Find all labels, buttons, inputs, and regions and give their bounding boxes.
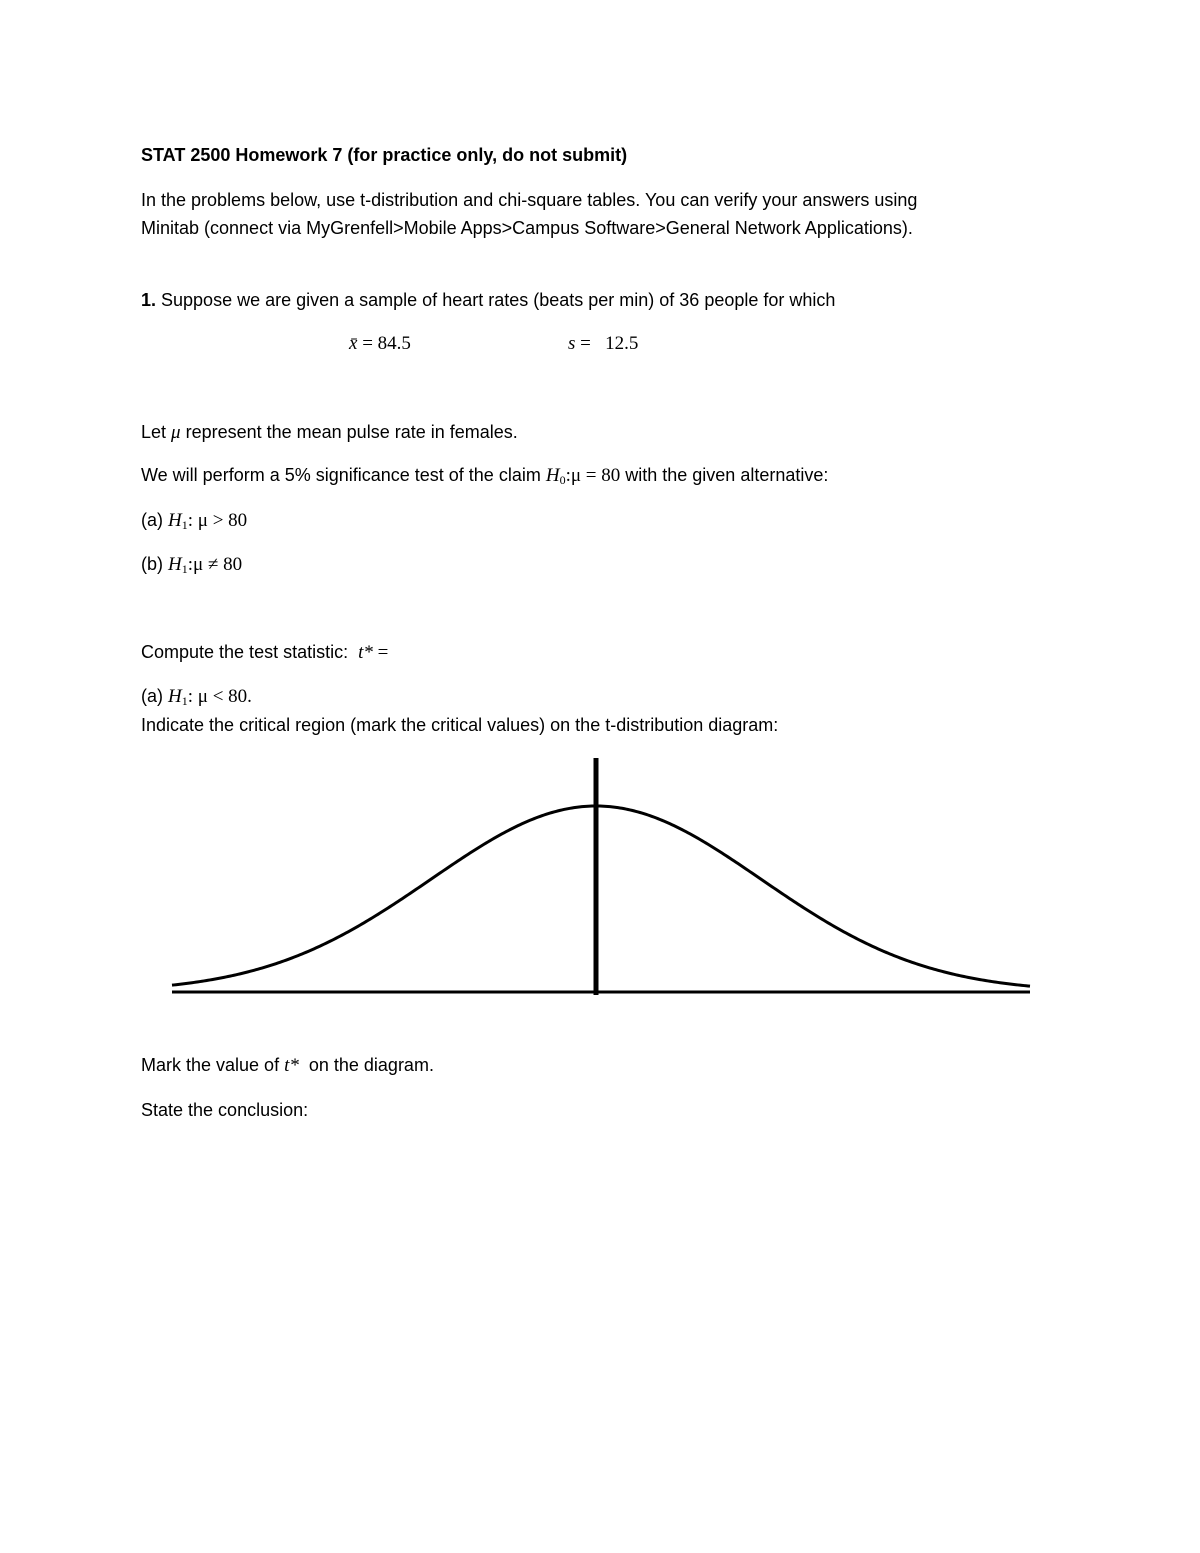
alt-b-sub: 1 — [181, 562, 188, 576]
alt-c-rest: : μ < 80. — [187, 686, 252, 707]
alt-a-rest: : μ > 80 — [187, 510, 248, 531]
bell-curve — [172, 806, 1030, 986]
compute-eq: = — [372, 642, 389, 663]
let-prefix: Let — [141, 422, 172, 442]
critical-region-instruction: Indicate the critical region (mark the critical values) on the t-distribution diagram: — [141, 715, 779, 735]
alt-c-label: (a) — [141, 686, 168, 706]
document-title: STAT 2500 Homework 7 (for practice only, do not submit) — [141, 145, 628, 165]
xbar-symbol: x̄ — [349, 333, 358, 354]
mu-symbol: μ — [171, 422, 181, 443]
intro-line-1: In the problems below, use t-distribution and chi-square tables. You can verify your answers using — [141, 190, 918, 210]
claim-suffix: with the given alternative: — [620, 465, 829, 485]
alt-c-letter: H — [168, 686, 182, 707]
h0-letter: H — [545, 465, 560, 486]
alt-c-sub: 1 — [181, 694, 188, 708]
mark-suffix: on the diagram. — [298, 1055, 434, 1075]
compute-prefix: Compute the test statistic: — [141, 642, 359, 662]
alt-a-sub: 1 — [181, 518, 188, 532]
alt-a-label: (a) — [141, 510, 168, 530]
alt-a-letter: H — [168, 510, 182, 531]
let-suffix: represent the mean pulse rate in females. — [180, 422, 518, 442]
alt-b-rest: :μ ≠ 80 — [187, 554, 243, 575]
s-symbol: s — [568, 333, 576, 354]
t-star-symbol: t* — [358, 642, 373, 663]
xbar-value: = 84.5 — [357, 333, 411, 354]
s-value: = 12.5 — [575, 333, 639, 354]
intro-line-2: Minitab (connect via MyGrenfell>Mobile Apps>Campus Software>General Network Applications). — [141, 218, 913, 238]
problem-number: 1. — [141, 290, 157, 310]
mark-t-star-symbol: t* — [284, 1055, 299, 1076]
mark-t-star-instruction — [141, 1054, 434, 1077]
alt-b-letter: H — [168, 554, 182, 575]
mark-prefix: Mark the value of — [141, 1055, 285, 1075]
problem-text: Suppose we are given a sample of heart rates (beats per min) of 36 people for which — [156, 290, 836, 310]
h0-rest: :μ = 80 — [565, 465, 621, 486]
alt-b-label: (b) — [141, 554, 168, 574]
conclusion-prompt: State the conclusion: — [141, 1100, 309, 1120]
claim-prefix: We will perform a 5% significance test of the claim — [141, 465, 546, 485]
h0-sub: 0 — [559, 473, 566, 487]
